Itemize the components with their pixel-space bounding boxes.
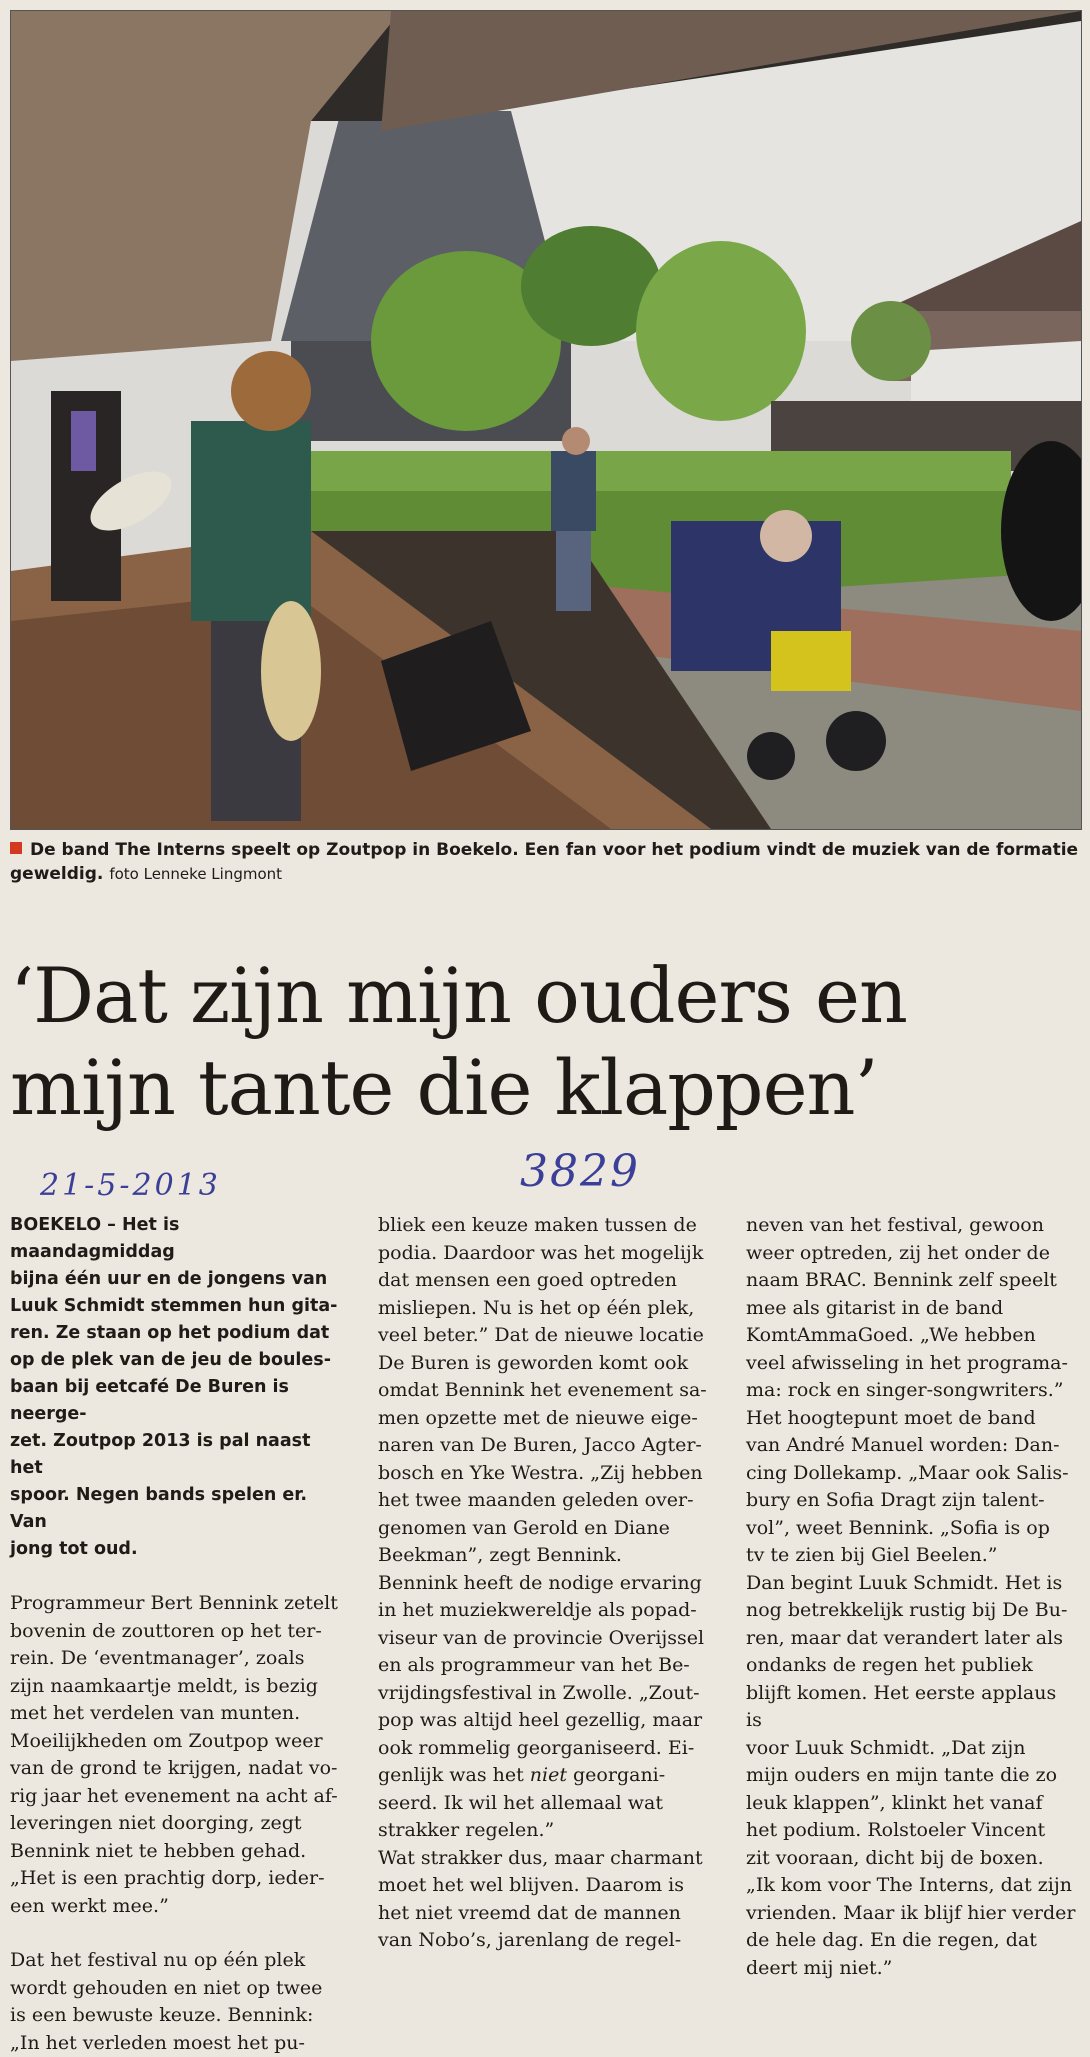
caption-text: De band The Interns speelt op Zoutpop in Boekelo. Een fan voor het podium vindt de muziek van de formatie geweldig. — [10, 840, 1079, 884]
column-1-paragraph-2: Dat het festival nu op één plek wordt gehouden en niet op twee is een bewuste keuze. Bennink: „In het verleden moest het pu- — [10, 1949, 323, 2054]
article-column-3 — [746, 1212, 1078, 1982]
column-2-italic-word: niet — [529, 1764, 567, 1786]
article-column-1 — [10, 1212, 342, 2057]
column-2-text-b: georgani- seerd. Ik wil het allemaal wat strakker regelen.” Wat strakker dus, maar charmant moet het wel blijven. Daarom is het niet vreemd dat de mannen van Nobo’s, jarenlang de regel- — [378, 1764, 703, 1951]
caption-marker-icon — [10, 842, 22, 854]
article-lead: BOEKELO – Het is maandagmiddag bijna één uur en de jongens van Luuk Schmidt stemmen hun gita- ren. Ze staan op het podium dat op de plek van de jeu de boules- baan bij eetcafé De Buren is neerge- zet. Zoutpop 2013 is pal naast het spoor. Negen bands spelen er. Van jong tot oud. — [10, 1215, 338, 1559]
photo-caption — [10, 838, 1080, 886]
handwritten-number: 3829 — [520, 1146, 640, 1197]
handwritten-date: 21-5-2013 — [40, 1168, 221, 1203]
photo-credit: foto Lenneke Lingmont — [109, 865, 283, 883]
headline-line-1: ‘Dat zijn mijn ouders en — [10, 951, 907, 1040]
column-1-paragraph-1: Programmeur Bert Bennink zetelt bovenin de zouttoren op het ter- rein. De ‘eventmanager’, zoals zijn naamkaartje meldt, is bezig met het verdelen van munten. Moeilijkheden om Zoutpop weer van de grond te krijgen, nadat vo- rig jaar het evenement na acht af- leveringen niet doorging, zegt Bennink niet te hebben gehad. „Het is een prachtig dorp, ieder- een werkt mee.” — [10, 1592, 338, 1917]
column-2-text-a: bliek een keuze maken tussen de podia. Daardoor was het mogelijk dat mensen een goed optreden misliepen. Nu is het op één plek, veel beter.” Dat de nieuwe locatie De Buren is geworden komt ook omdat Bennink het evenement sa- men opzette met de nieuwe eige- naren van De Buren, Jacco Agter- bosch en Yke Westra. „Zij hebben het twee maanden geleden over- genomen van Gerold en Diane Beekman”, zegt Bennink. Bennink heeft de nodige ervaring in het muziekwereldje als popad- viseur van de provincie Overijssel en als programmeur van het Be- vrijdingsfestival in Zwolle. „Zout- pop was altijd heel gezellig, maar ook rommelig georganiseerd. Ei- genlijk was het — [378, 1214, 707, 1786]
article-photo — [10, 10, 1082, 830]
concert-photo-illustration — [11, 11, 1081, 829]
article-headline — [10, 950, 1080, 1134]
article-column-2 — [378, 1212, 710, 1955]
headline-line-2: mijn tante die klappen’ — [10, 1043, 878, 1132]
column-2-paragraph — [378, 1212, 710, 1955]
column-3-paragraph: neven van het festival, gewoon weer optreden, zij het onder de naam BRAC. Bennink zelf speelt mee als gitarist in de band KomtAmmaGoed. „We hebben veel afwisseling in het programa- ma: rock en singer-songwriters.” Het hoogtepunt moet de band van André Manuel worden: Dan- cing Dollekamp. „Maar ook Salis- bury en Sofia Dragt zijn talent- vol”, weet Bennink. „Sofia is op tv te zien bij Giel Beelen.” Dan begint Luuk Schmidt. Het is nog betrekkelijk rustig bij De Bu- ren, maar dat verandert later als ondanks de regen het publiek blijft komen. Het eerste applaus is voor Luuk Schmidt. „Dat zijn mijn ouders en mijn tante die zo leuk klappen”, klinkt het vanaf het podium. Rolstoeler Vincent zit vooraan, dicht bij de boxen. „Ik kom voor The Interns, dat zijn vrienden. Maar ik blijf hier verder de hele dag. En die regen, dat deert mij niet.” — [746, 1214, 1076, 1979]
